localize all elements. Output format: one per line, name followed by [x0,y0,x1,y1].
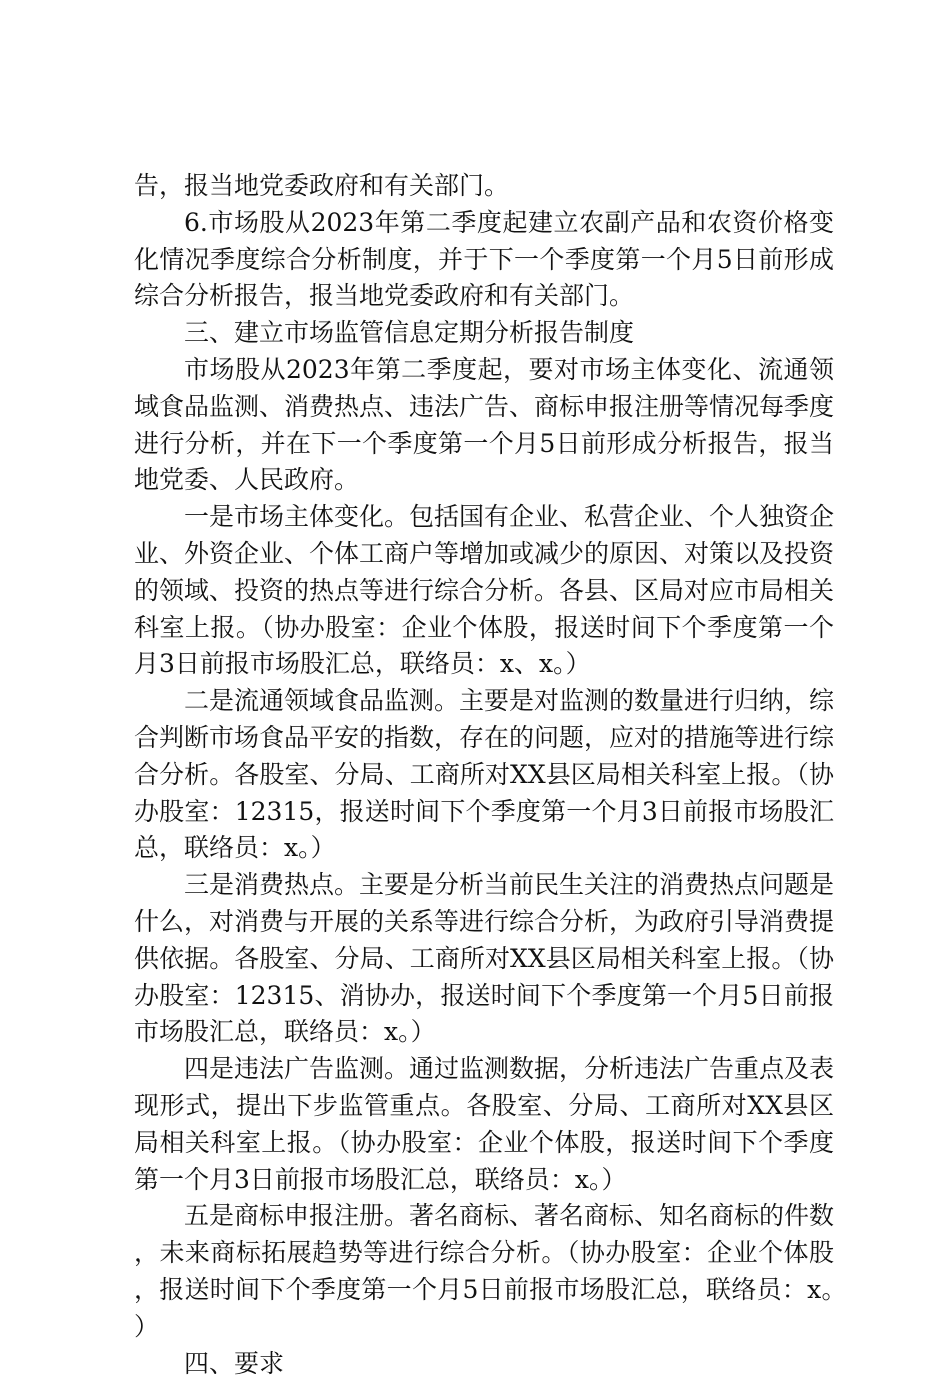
paragraph-food-monitoring: 二是流通领域食品监测。主要是对监测的数量进行归纳，综合判断市场食品平安的指数，存在的问题，应对的措施等进行综合分析。各股室、分局、工商所对XX县区局相关科室上报。（协办股室：12315，报送时间下个季度第一个月3日前报市场股汇总，联络员：x。） [134,683,834,867]
paragraph-section-3-intro: 市场股从2023年第二季度起，要对市场主体变化、流通领域食品监测、消费热点、违法广告、商标申报注册等情况每季度进行分析，并在下一个季度第一个月5日前形成分析报告，报当地党委、人民政府。 [134,352,834,499]
paragraph-consumer-hotspots: 三是消费热点。主要是分析当前民生关注的消费热点问题是什么，对消费与开展的关系等进行综合分析，为政府引导消费提供依据。各股室、分局、工商所对XX县区局相关科室上报。（协办股室：12315、消协办，报送时间下个季度第一个月5日前报市场股汇总，联络员：x。） [134,867,834,1051]
section-heading-4: 四、要求 [134,1346,834,1382]
paragraph-item-6: 6.市场股从2023年第二季度起建立农副产品和农资价格变化情况季度综合分析制度，并于下一个季度第一个月5日前形成综合分析报告，报当地党委政府和有关部门。 [134,205,834,315]
section-heading-3: 三、建立市场监管信息定期分析报告制度 [134,315,834,352]
paragraph-continuation: 告，报当地党委政府和有关部门。 [134,168,834,205]
paragraph-illegal-ads: 四是违法广告监测。通过监测数据，分析违法广告重点及表现形式，提出下步监管重点。各股室、分局、工商所对XX县区局相关科室上报。（协办股室：企业个体股，报送时间下个季度第一个月3日前报市场股汇总，联络员：x。） [134,1051,834,1198]
paragraph-trademark: 五是商标申报注册。著名商标、著名商标、知名商标的件数，未来商标拓展趋势等进行综合分析。（协办股室：企业个体股，报送时间下个季度第一个月5日前报市场股汇总，联络员：x。） [134,1198,834,1345]
document-body [134,168,834,1382]
paragraph-market-entity: 一是市场主体变化。包括国有企业、私营企业、个人独资企业、外资企业、个体工商户等增加或减少的原因、对策以及投资的领域、投资的热点等进行综合分析。各县、区局对应市局相关科室上报。（协办股室：企业个体股，报送时间下个季度第一个月3日前报市场股汇总，联络员：x、x。） [134,499,834,683]
